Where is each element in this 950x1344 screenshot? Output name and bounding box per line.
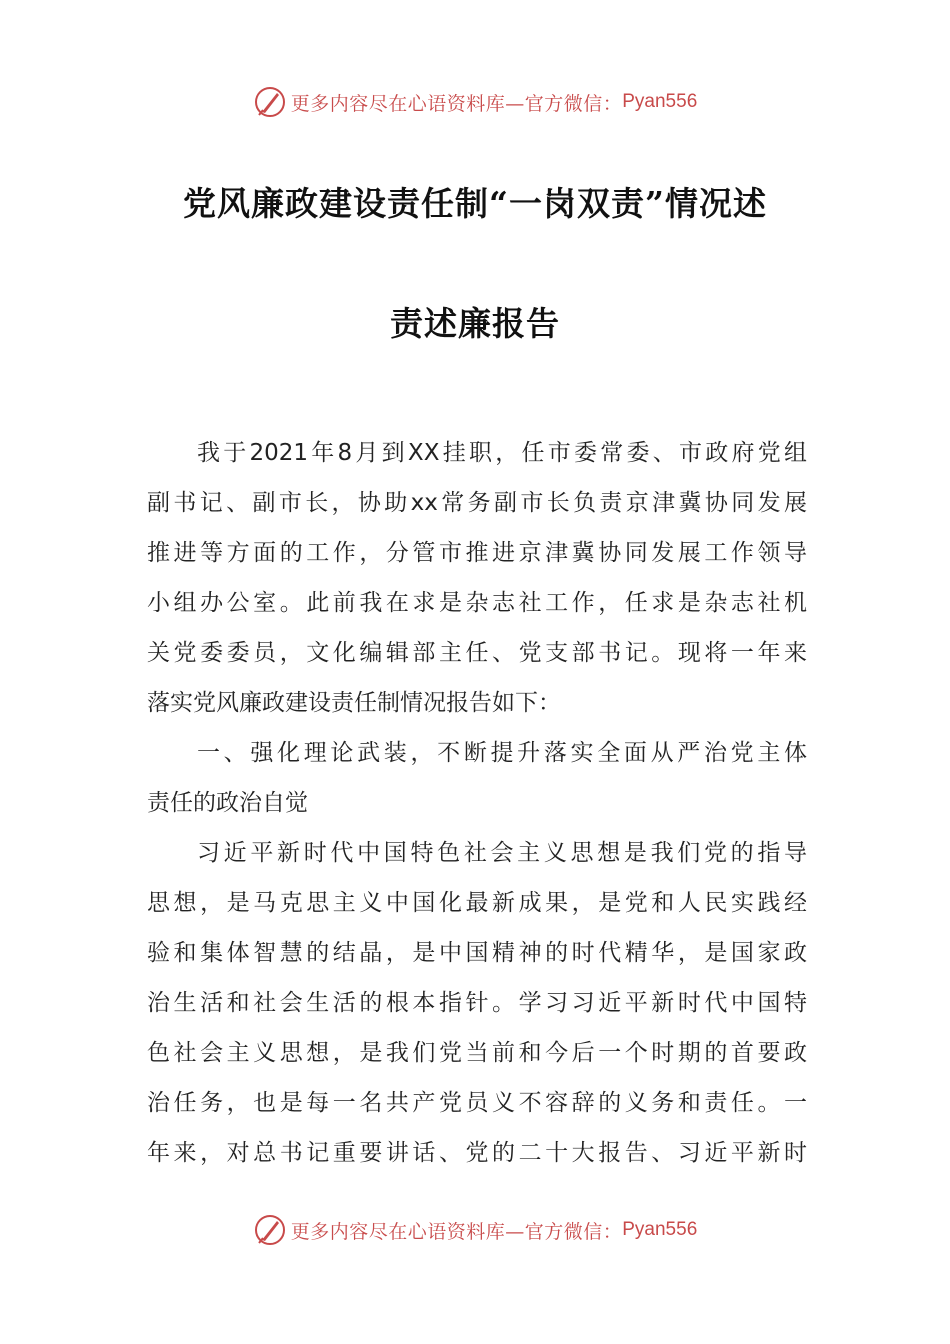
body-line: 治任务，也是每一名共产党员义不容辞的义务和责任。一 bbox=[147, 1090, 807, 1116]
header-watermark-banner bbox=[0, 82, 950, 122]
document-body bbox=[147, 428, 807, 1178]
body-line: 关党委委员，文化编辑部主任、党支部书记。现将一年来 bbox=[147, 640, 807, 666]
banner-wechat-id: Pyan556 bbox=[622, 1219, 698, 1240]
body-line: 思想，是马克思主义中国化最新成果，是党和人民实践经 bbox=[147, 890, 807, 916]
banner-text: 更多内容尽在心语资料库—官方微信： bbox=[290, 92, 623, 115]
body-line: 落实党风廉政建设责任制情况报告如下： bbox=[147, 690, 561, 716]
body-line: 验和集体智慧的结晶，是中国精神的时代精华，是国家政 bbox=[147, 940, 807, 966]
body-line: 副书记、副市长，协助xx常务副市长负责京津冀协同发展 bbox=[147, 490, 807, 516]
body-line: 推进等方面的工作，分管市推进京津冀协同发展工作领导 bbox=[147, 540, 807, 566]
body-line: 我于2021年8月到XX挂职，任市委常委、市政府党组 bbox=[197, 440, 807, 466]
body-line: 年来，对总书记重要讲话、党的二十大报告、习近平新时 bbox=[147, 1140, 807, 1166]
banner-wechat-id: Pyan556 bbox=[622, 91, 698, 112]
section-heading-line: 责任的政治自觉 bbox=[147, 790, 308, 816]
footer-watermark-banner bbox=[0, 1210, 950, 1250]
body-line: 色社会主义思想，是我们党当前和今后一个时期的首要政 bbox=[147, 1040, 807, 1066]
section-heading-line: 一、强化理论武装，不断提升落实全面从严治党主体 bbox=[197, 740, 807, 766]
body-line: 小组办公室。此前我在求是杂志社工作，任求是杂志社机 bbox=[147, 590, 807, 616]
document-title-line-1: 党风廉政建设责任制“一岗双责”情况述 bbox=[183, 184, 767, 223]
document-title-line-2: 责述廉报告 bbox=[390, 304, 560, 343]
quill-pen-logo-icon bbox=[253, 1213, 287, 1247]
body-line: 治生活和社会生活的根本指针。学习习近平新时代中国特 bbox=[147, 990, 807, 1016]
banner-text: 更多内容尽在心语资料库—官方微信： bbox=[290, 1220, 623, 1243]
quill-pen-logo-icon bbox=[253, 85, 287, 119]
body-line: 习近平新时代中国特色社会主义思想是我们党的指导 bbox=[197, 840, 807, 866]
